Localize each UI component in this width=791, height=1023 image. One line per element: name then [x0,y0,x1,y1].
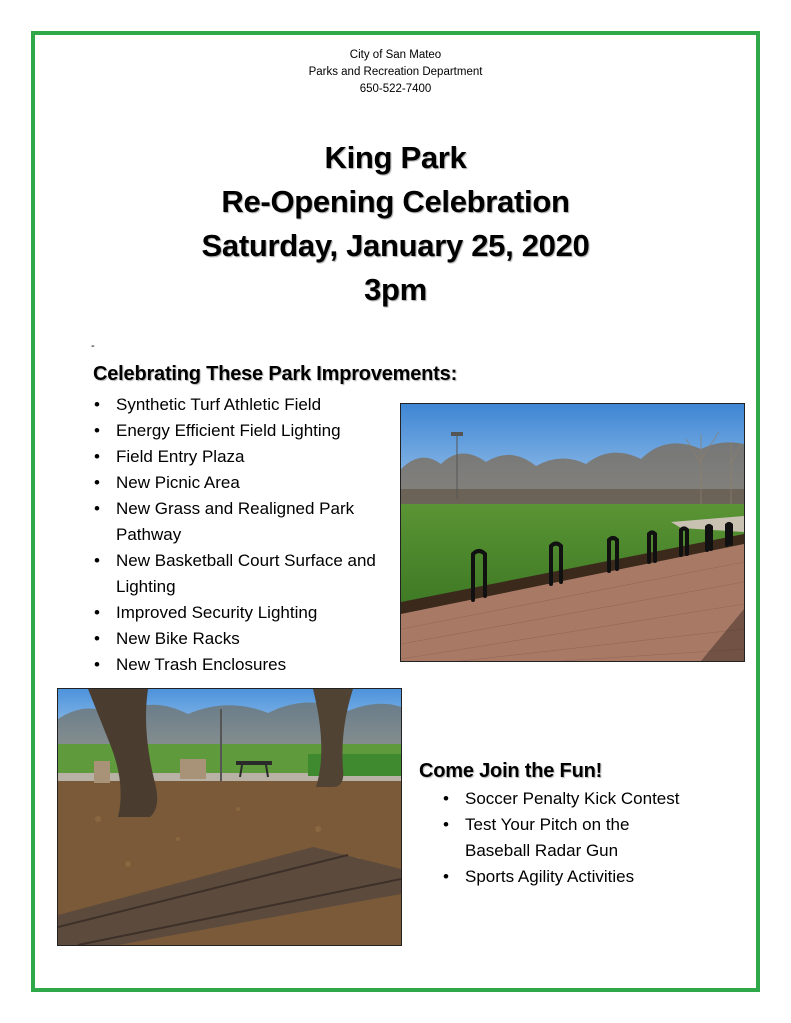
list-item: • New Grass and Realigned Park Pathway [92,496,392,548]
list-item: • Test Your Pitch on the Baseball Radar Gun [441,812,675,864]
list-item: • New Picnic Area [92,470,392,496]
list-item: • New Bike Racks [92,626,392,652]
city-name: City of San Mateo [349,49,442,61]
fun-activities-list [441,786,741,890]
phone-number: 650-522-7400 [359,83,432,95]
event-title [0,136,791,312]
stray-dash: - [91,340,95,352]
title-event-name: Re-Opening Celebration [221,184,570,219]
list-item: • Field Entry Plaza [92,444,392,470]
title-time: 3pm [364,272,427,307]
title-park-name: King Park [324,140,467,175]
turf-field-image [401,404,744,661]
improvements-heading: Celebrating These Park Improvements: [93,363,458,385]
list-item: • Energy Efficient Field Lighting [92,418,392,444]
list-item: • Sports Agility Activities [441,864,741,890]
title-date: Saturday, January 25, 2020 [201,228,590,263]
list-item: • Synthetic Turf Athletic Field [92,392,392,418]
turf-field-photo [400,403,745,662]
list-item: • New Trash Enclosures [92,652,392,678]
improvements-list [92,392,392,678]
picnic-area-photo [57,688,402,946]
list-item: • Improved Security Lighting [92,600,392,626]
department-header [0,47,791,98]
list-item: • New Basketball Court Surface and Lighting [92,548,392,600]
list-item: • Soccer Penalty Kick Contest [441,786,741,812]
fun-heading: Come Join the Fun! [419,760,603,782]
department-name: Parks and Recreation Department [308,66,483,78]
picnic-area-image [58,689,401,945]
